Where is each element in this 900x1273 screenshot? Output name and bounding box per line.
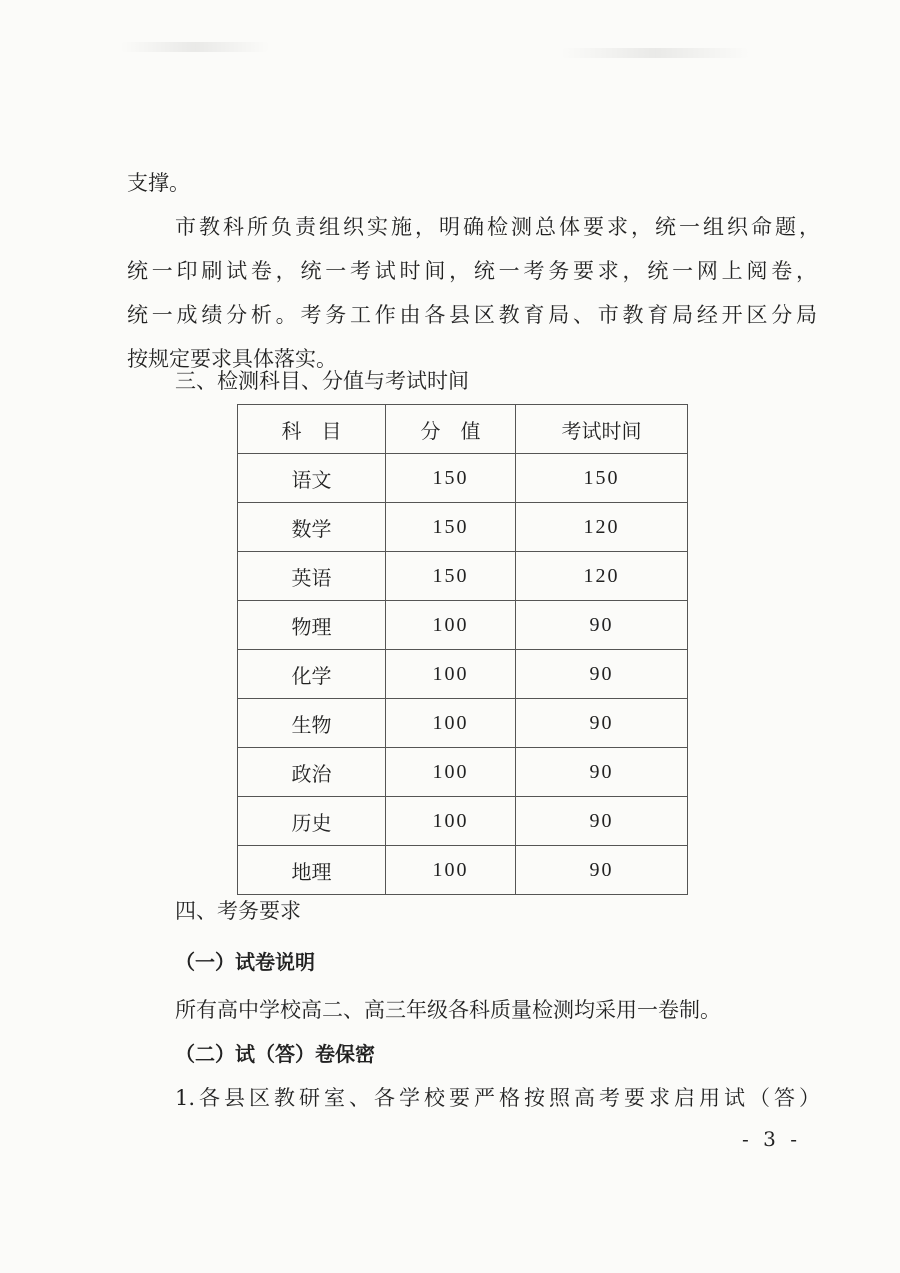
table-row: [238, 601, 688, 650]
scan-artifact: [560, 48, 750, 58]
score-cell: 100: [386, 846, 516, 895]
score-cell: 150: [386, 503, 516, 552]
section-heading: 四、考务要求: [175, 899, 301, 923]
table-row: [238, 748, 688, 797]
subject-table: [237, 404, 688, 895]
paragraph-line: 所有高中学校高二、高三年级各科质量检测均采用一卷制。: [175, 998, 721, 1022]
score-cell: 100: [386, 601, 516, 650]
time-cell: 90: [516, 601, 688, 650]
score-cell: 150: [386, 552, 516, 601]
table-row: [238, 846, 688, 895]
scan-artifact: [120, 42, 270, 52]
column-header-time: 考试时间: [516, 405, 688, 454]
subject-cell: 数学: [238, 503, 386, 552]
score-cell: 150: [386, 454, 516, 503]
table-row: [238, 650, 688, 699]
time-cell: 90: [516, 846, 688, 895]
subject-cell: 政治: [238, 748, 386, 797]
time-cell: 90: [516, 650, 688, 699]
time-cell: 150: [516, 454, 688, 503]
time-cell: 120: [516, 552, 688, 601]
subject-cell: 历史: [238, 797, 386, 846]
score-cell: 100: [386, 748, 516, 797]
column-header-subject: 科 目: [238, 405, 386, 454]
table-row: [238, 552, 688, 601]
table-row: [238, 797, 688, 846]
subject-cell: 化学: [238, 650, 386, 699]
subject-cell: 生物: [238, 699, 386, 748]
column-header-score: 分 值: [386, 405, 516, 454]
paragraph-line: 支撑。: [127, 171, 190, 195]
paragraph-line: 市教科所负责组织实施，明确检测总体要求，统一组织命题，: [175, 215, 820, 239]
subject-cell: 地理: [238, 846, 386, 895]
time-cell: 90: [516, 797, 688, 846]
time-cell: 90: [516, 748, 688, 797]
score-cell: 100: [386, 650, 516, 699]
time-cell: 90: [516, 699, 688, 748]
time-cell: 120: [516, 503, 688, 552]
subject-cell: 语文: [238, 454, 386, 503]
score-cell: 100: [386, 699, 516, 748]
section-heading: 三、检测科目、分值与考试时间: [175, 369, 469, 393]
score-cell: 100: [386, 797, 516, 846]
paragraph-line: 按规定要求具体落实。: [127, 347, 337, 371]
table-header-row: [238, 405, 688, 454]
table-row: [238, 503, 688, 552]
paragraph-line: 统一印刷试卷，统一考试时间，统一考务要求，统一网上阅卷，: [127, 259, 817, 283]
table-row: [238, 454, 688, 503]
subject-cell: 英语: [238, 552, 386, 601]
subsection-title: （一）试卷说明: [175, 950, 315, 974]
paragraph-line: 1.各县区教研室、各学校要严格按照高考要求启用试（答）: [175, 1086, 820, 1110]
paragraph-line: 统一成绩分析。考务工作由各县区教育局、市教育局经开区分局: [127, 303, 817, 327]
page-number: - 3 -: [742, 1127, 801, 1151]
subsection-title: （二）试（答）卷保密: [175, 1042, 375, 1066]
subject-cell: 物理: [238, 601, 386, 650]
table-row: [238, 699, 688, 748]
